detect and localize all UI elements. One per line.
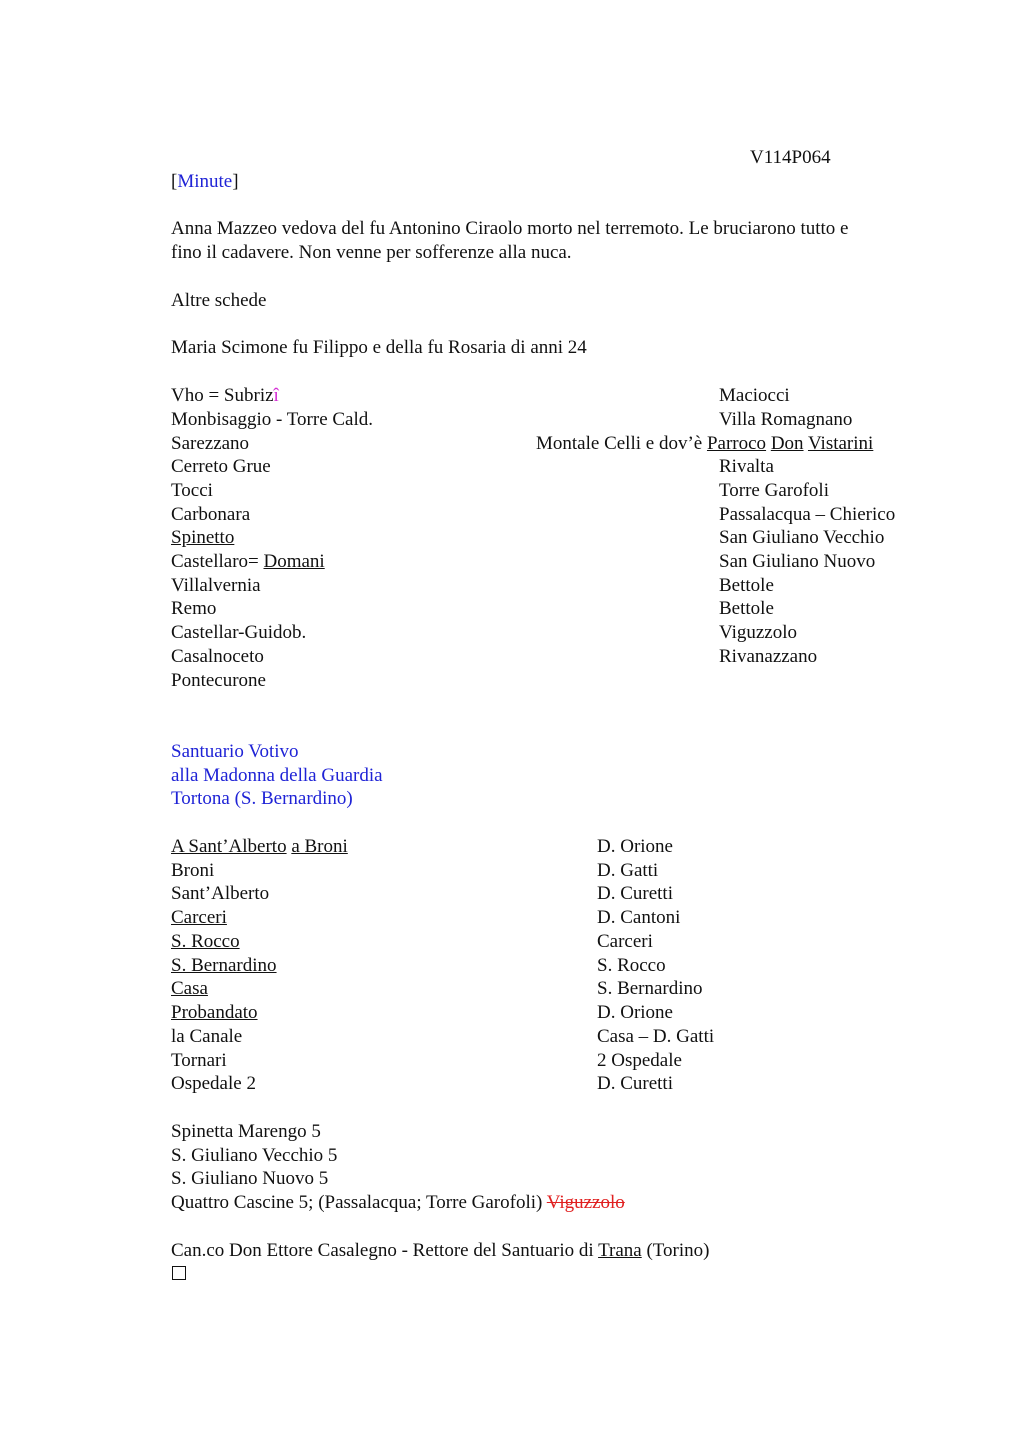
- schedule-left: la Canale: [171, 1026, 243, 1047]
- paragraph-line-1: Anna Mazzeo vedova del fu Antonino Ciraolo morto nel terremoto. Le bruciarono tutto e: [171, 218, 849, 239]
- schedule-right: 2 Ospedale: [597, 1050, 682, 1071]
- place-castellaro: [171, 550, 325, 574]
- schedule-left: Probandato: [171, 1002, 258, 1023]
- place-right: Bettole: [719, 575, 774, 596]
- vistarini-text: Vistarini: [807, 433, 874, 454]
- schedule-right: S. Bernardino: [597, 978, 703, 999]
- vho-mark: î: [273, 385, 279, 406]
- schedule-right: Casa – D. Gatti: [597, 1026, 715, 1047]
- place-left: Carbonara: [171, 504, 251, 525]
- schedule-heading: [171, 835, 348, 859]
- a-broni-text: a Broni: [291, 836, 348, 857]
- schedule-right: D. Orione: [597, 836, 673, 857]
- place-left: Cerreto Grue: [171, 456, 271, 477]
- count-line: Spinetta Marengo 5: [171, 1121, 321, 1142]
- place-left: Tocci: [171, 480, 213, 501]
- place-right: Villa Romagnano: [719, 409, 853, 430]
- schedule-left: Ospedale 2: [171, 1073, 256, 1094]
- schedule-left: S. Rocco: [171, 931, 240, 952]
- page-reference: V114P064: [750, 147, 831, 168]
- trana-text: Trana: [598, 1240, 642, 1261]
- place-left: Sarezzano: [171, 433, 250, 454]
- place-montale: [536, 432, 873, 456]
- minute-tag: [171, 170, 239, 194]
- viguzzolo-struck: Viguzzolo: [546, 1192, 625, 1213]
- quattro-text: Quattro Cascine 5; (Passalacqua; Torre Garofoli): [171, 1192, 543, 1213]
- schedule-left: Broni: [171, 860, 215, 881]
- castellaro-text: Castellaro=: [171, 551, 259, 572]
- vho-text: Vho = Subriz: [171, 385, 274, 406]
- place-right: San Giuliano Nuovo: [719, 551, 876, 572]
- santuario-line: Santuario Votivo: [171, 741, 299, 762]
- sant-alberto-text: A Sant’Alberto: [171, 836, 287, 857]
- place-left: Casalnoceto: [171, 646, 264, 667]
- schedule-right: D. Curetti: [597, 1073, 673, 1094]
- schedule-right: D. Gatti: [597, 860, 659, 881]
- schedule-left: Carceri: [171, 907, 227, 928]
- schedule-left: Casa: [171, 978, 208, 999]
- paragraph-line-2: fino il cadavere. Non venne per sofferenze alla nuca.: [171, 242, 572, 263]
- place-right: Bettole: [719, 598, 774, 619]
- canonico-line: [171, 1239, 710, 1263]
- minute-label: Minute: [177, 171, 233, 192]
- parroco-text: Parroco: [706, 433, 767, 454]
- place-left: Pontecurone: [171, 670, 266, 691]
- place-right: San Giuliano Vecchio: [719, 527, 885, 548]
- schedule-right: D. Orione: [597, 1002, 673, 1023]
- place-right: Rivanazzano: [719, 646, 818, 667]
- montale-text: Montale Celli e dov’è: [536, 433, 703, 454]
- torino-text: (Torino): [646, 1240, 710, 1261]
- checkbox-square-icon: [172, 1266, 186, 1280]
- place-left: Monbisaggio - Torre Cald.: [171, 409, 374, 430]
- bracket-close: ]: [232, 171, 239, 192]
- quattro-line: [171, 1191, 625, 1215]
- schedule-right: S. Rocco: [597, 955, 666, 976]
- place-left: Remo: [171, 598, 217, 619]
- place-right: Rivalta: [719, 456, 774, 477]
- count-line: S. Giuliano Nuovo 5: [171, 1168, 329, 1189]
- domani-text: Domani: [263, 551, 325, 572]
- place-vho: [171, 384, 279, 408]
- place-right: Torre Garofoli: [719, 480, 829, 501]
- canonico-text: Can.co Don Ettore Casalegno - Rettore del Santuario di: [171, 1240, 594, 1261]
- schedule-left: Sant’Alberto: [171, 883, 270, 904]
- place-left: Villalvernia: [171, 575, 261, 596]
- place-left: Castellar-Guidob.: [171, 622, 307, 643]
- santuario-line: Tortona (S. Bernardino): [171, 788, 353, 809]
- schedule-right: D. Curetti: [597, 883, 673, 904]
- count-line: S. Giuliano Vecchio 5: [171, 1145, 338, 1166]
- schedule-left: S. Bernardino: [171, 955, 277, 976]
- altre-schede: Altre schede: [171, 290, 267, 311]
- place-left: Spinetto: [171, 527, 235, 548]
- maria-line: Maria Scimone fu Filippo e della fu Rosaria di anni 24: [171, 337, 587, 358]
- place-right: Viguzzolo: [719, 622, 798, 643]
- bracket-open: [: [171, 171, 178, 192]
- schedule-right: Carceri: [597, 931, 653, 952]
- schedule-left: Tornari: [171, 1050, 227, 1071]
- place-right: Passalacqua – Chierico: [719, 504, 896, 525]
- place-right: Maciocci: [719, 385, 790, 406]
- santuario-line: alla Madonna della Guardia: [171, 765, 383, 786]
- schedule-right: D. Cantoni: [597, 907, 681, 928]
- don-text: Don: [770, 433, 804, 454]
